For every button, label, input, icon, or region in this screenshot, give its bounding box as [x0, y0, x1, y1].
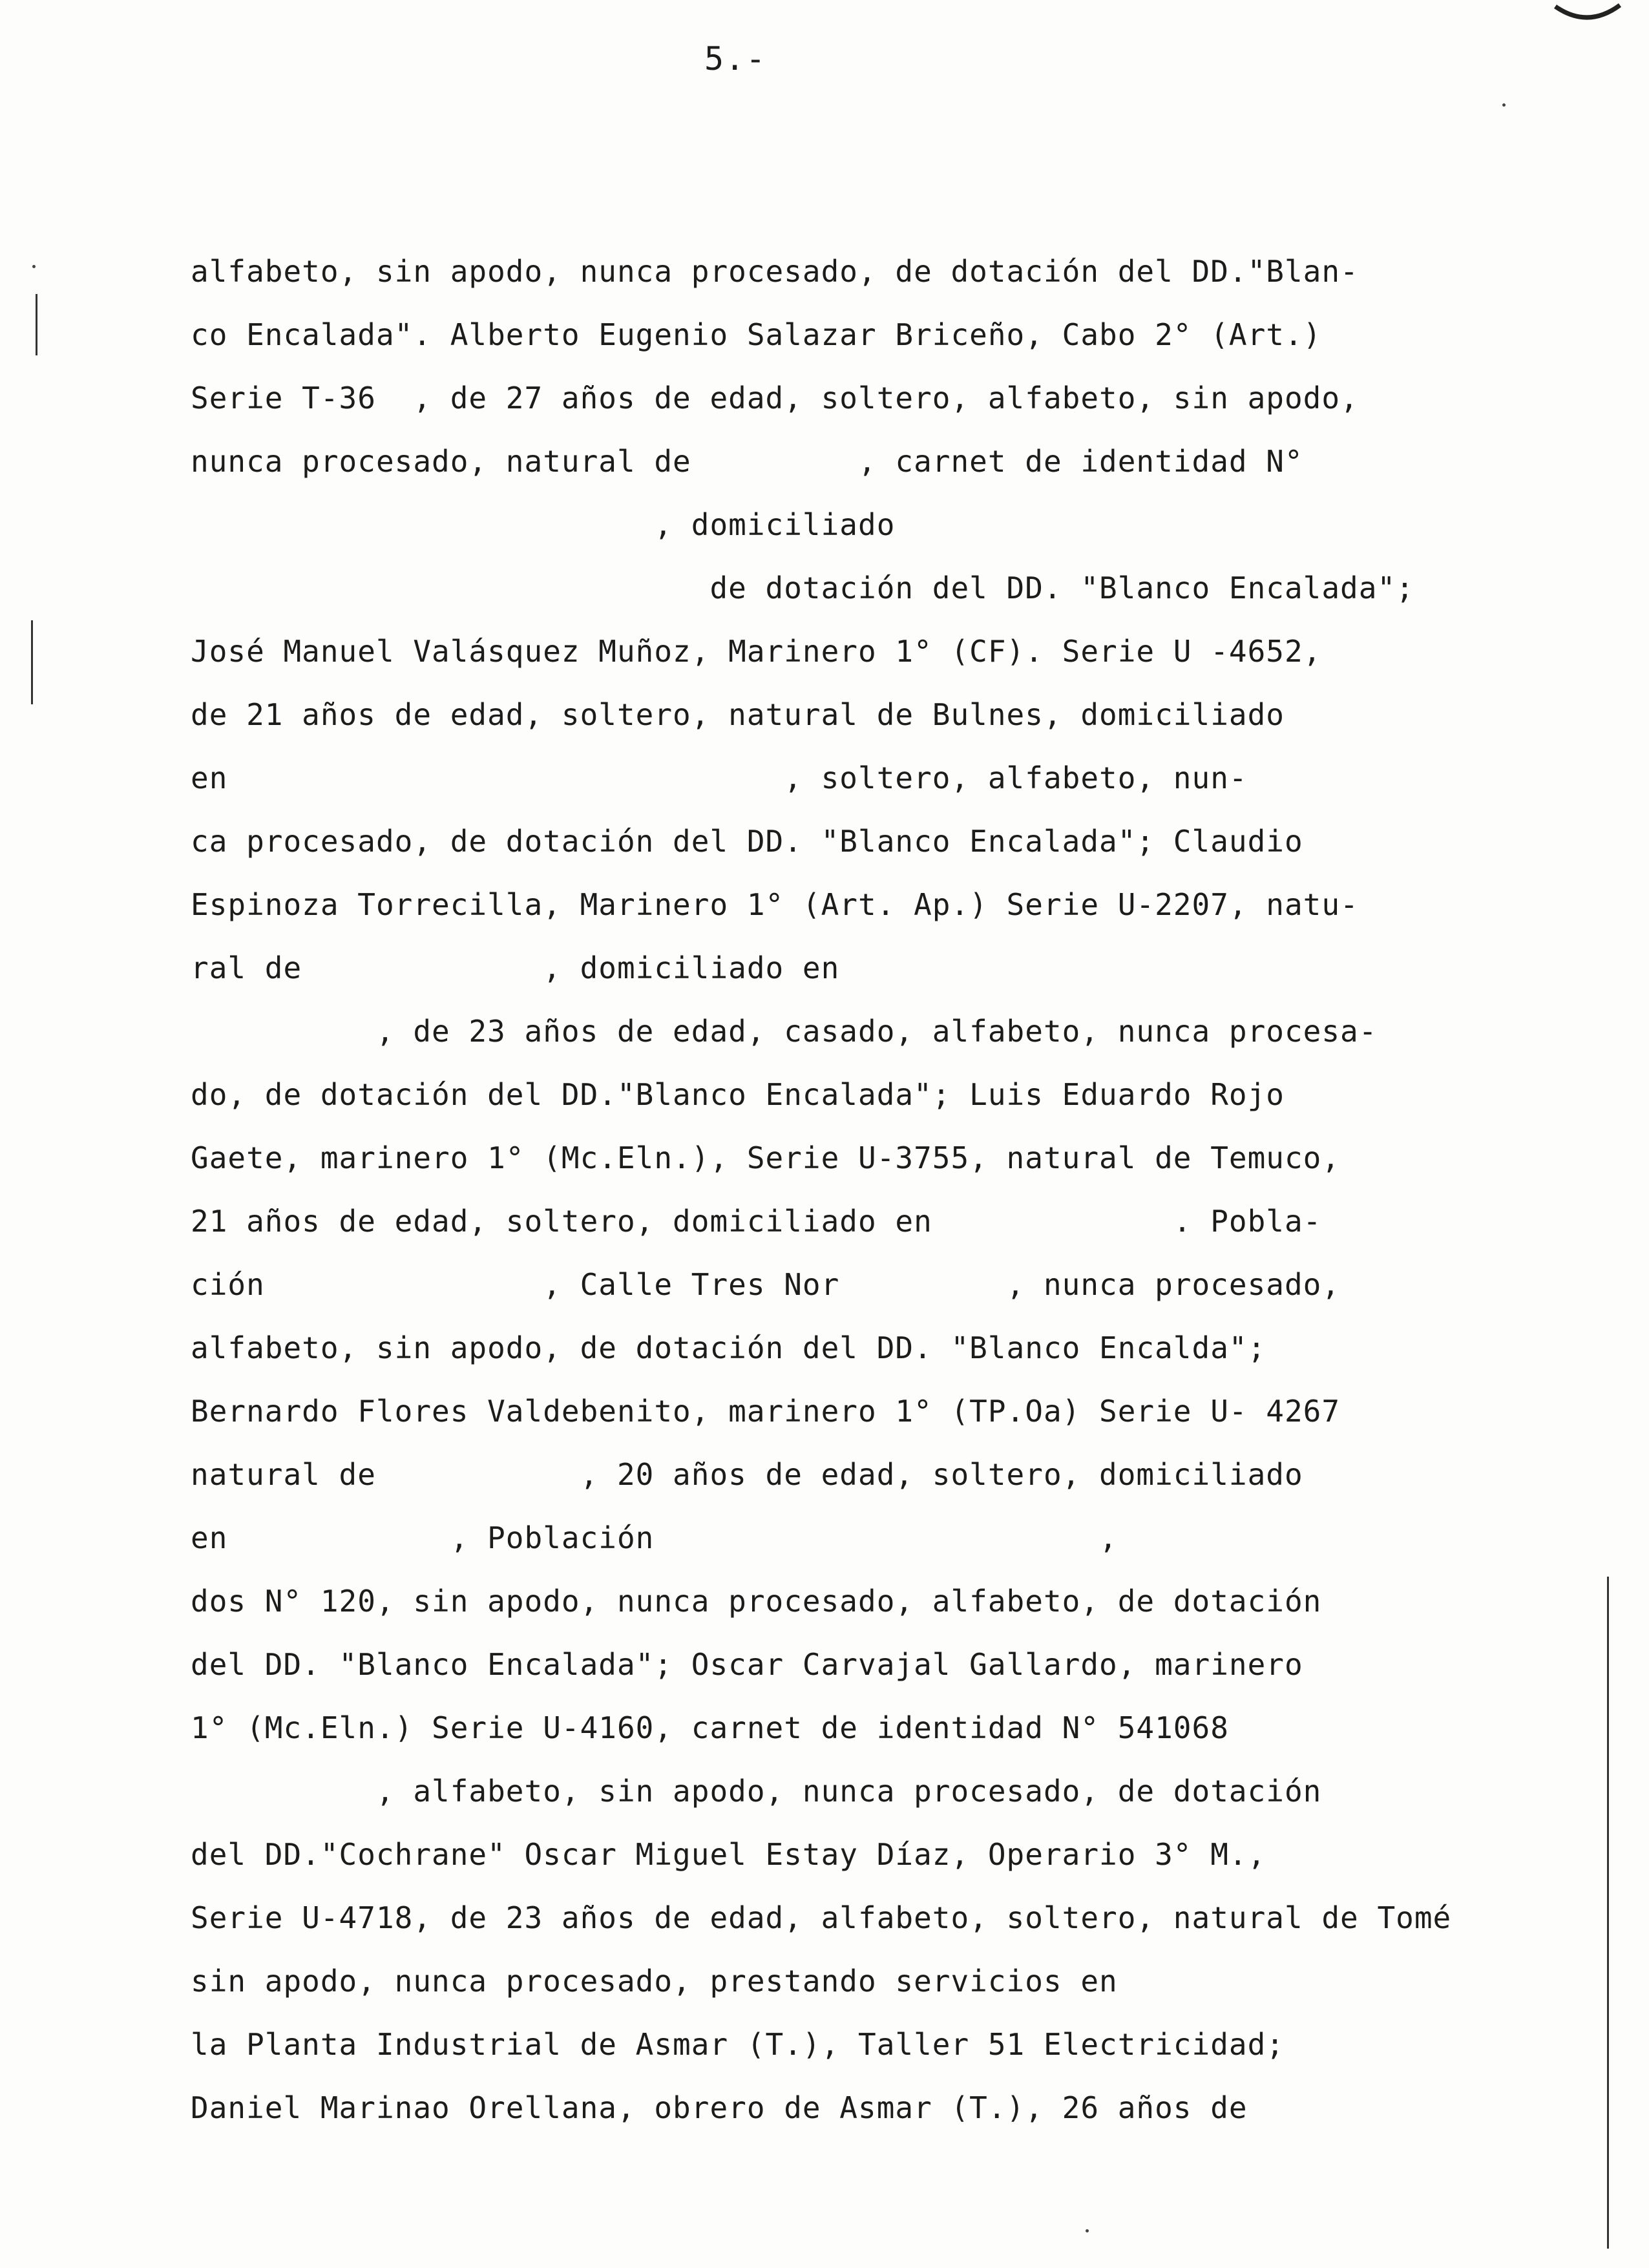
text-line: sin apodo, nunca procesado, prestando servicios en [191, 1964, 1118, 1999]
text-line: co Encalada". Alberto Eugenio Salazar Briceño, Cabo 2° (Art.) [191, 317, 1322, 352]
text-line: ca procesado, de dotación del DD. "Blanco Encalada"; Claudio [191, 824, 1303, 859]
text-line: 1° (Mc.Eln.) Serie U-4160, carnet de identidad N° 541068 [191, 1710, 1229, 1745]
text-line: Serie U-4718, de 23 años de edad, alfabeto, soltero, natural de Tomé [191, 1900, 1452, 1935]
text-line: Serie T-36 , de 27 años de edad, soltero, alfabeto, sin apodo, [191, 381, 1359, 415]
text-line: 21 años de edad, soltero, domiciliado en . Pobla- [191, 1204, 1322, 1239]
text-line: Espinoza Torrecilla, Marinero 1° (Art. Ap.) Serie U-2207, natu- [191, 887, 1359, 922]
text-line: do, de dotación del DD."Blanco Encalada"; Luis Eduardo Rojo [191, 1077, 1285, 1112]
page-number: 5.- [704, 40, 767, 78]
text-line: natural de , 20 años de edad, soltero, domiciliado [191, 1457, 1303, 1492]
text-line: , domiciliado [191, 507, 896, 542]
text-line: Bernardo Flores Valdebenito, marinero 1° (TP.Oa) Serie U- 4267 [191, 1394, 1341, 1429]
text-line: la Planta Industrial de Asmar (T.), Taller 51 Electricidad; [191, 2027, 1285, 2062]
margin-tick-1 [36, 294, 37, 355]
text-line: en , soltero, alfabeto, nun- [191, 761, 1248, 795]
margin-dot [1086, 2229, 1089, 2232]
text-line: en , Población , [191, 1520, 1118, 1555]
text-line: nunca procesado, natural de , carnet de identidad N° [191, 444, 1303, 479]
text-line: , alfabeto, sin apodo, nunca procesado, de dotación [191, 1774, 1322, 1809]
text-line: , de 23 años de edad, casado, alfabeto, nunca procesa- [191, 1014, 1378, 1049]
text-line: dos N° 120, sin apodo, nunca procesado, alfabeto, de dotación [191, 1584, 1322, 1619]
text-line: ción , Calle Tres Nor , nunca procesado, [191, 1267, 1341, 1302]
margin-dot [1502, 103, 1506, 107]
text-line: del DD."Cochrane" Oscar Miguel Estay Díaz, Operario 3° M., [191, 1837, 1266, 1872]
margin-dot [32, 265, 36, 268]
text-line: alfabeto, sin apodo, de dotación del DD. "Blanco Encalda"; [191, 1330, 1266, 1365]
text-line: del DD. "Blanco Encalada"; Oscar Carvajal Gallardo, marinero [191, 1647, 1303, 1682]
text-line: de dotación del DD. "Blanco Encalada"; [191, 571, 1414, 605]
text-line: José Manuel Valásquez Muñoz, Marinero 1° (CF). Serie U -4652, [191, 634, 1322, 669]
text-line: alfabeto, sin apodo, nunca procesado, de dotación del DD."Blan- [191, 254, 1359, 289]
text-line: Daniel Marinao Orellana, obrero de Asmar (T.), 26 años de [191, 2090, 1248, 2125]
text-line: Gaete, marinero 1° (Mc.Eln.), Serie U-3755, natural de Temuco, [191, 1140, 1341, 1175]
margin-tick-3 [1607, 1577, 1609, 2249]
corner-scribble-mark [1552, 0, 1623, 26]
text-line: ral de , domiciliado en [191, 950, 840, 985]
margin-tick-2 [31, 620, 33, 704]
text-line: de 21 años de edad, soltero, natural de Bulnes, domiciliado [191, 697, 1285, 732]
